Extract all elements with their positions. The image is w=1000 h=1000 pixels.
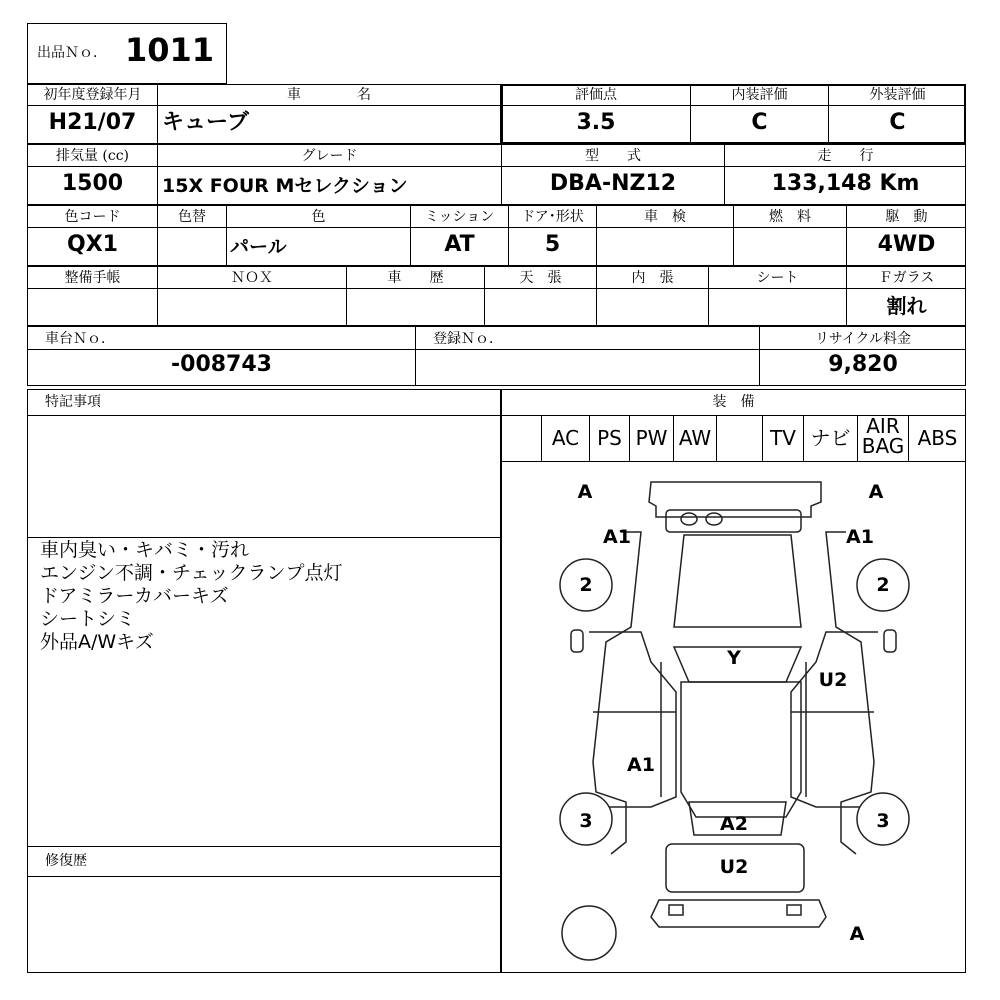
remarks-box [27,389,501,973]
color-value: パール [230,236,287,258]
mark-door-right: U2 [818,669,848,691]
equip-tv: TV [770,426,796,450]
equip-ps: PS [597,426,622,450]
mark-fender-right: A1 [846,526,874,548]
mission-value: AT [444,232,475,257]
mark-tire-fl: 2 [579,574,593,596]
inner-lining-label: 内 張 [631,270,674,286]
interior-grade-label: 内装評価 [731,87,788,103]
front-glass-label: Ｆガラス [878,270,935,286]
car-name-label: 車 名 [287,87,371,103]
lot-number-box [27,23,227,84]
roof-lining-label: 天 張 [519,270,562,286]
mark-windshield: Y [727,647,741,669]
registration-number-label: 登録Ｎｏ． [433,331,503,347]
maintenance-book-label: 整備手帳 [64,270,121,286]
mission-label: ミッション [424,209,495,225]
repair-history-label: 修復歴 [45,853,87,869]
mark-tire-rl: 3 [579,810,593,832]
door-shape-label: ドア･形状 [521,209,584,225]
remark-line: 車内臭い・キバミ・汚れ [40,539,250,561]
equip-airbag: AIR BAG [861,414,905,458]
color-code-value: QX1 [67,232,118,257]
inspection-label: 車 検 [644,209,686,225]
lot-number-label: 出品Ｎｏ． [37,45,107,61]
score-label: 評価点 [575,87,617,103]
recycle-fee-value: 9,820 [828,352,898,377]
lot-number-value: 1011 [125,31,215,69]
mark-rear-glass: A2 [720,813,748,835]
equipment-label: 装 備 [712,394,755,410]
exterior-grade-label: 外装評価 [869,87,926,103]
mark-door-left: A1 [627,754,655,776]
grade-value: 15X FOUR Mセレクション [162,175,408,197]
mark-fender-left: A1 [603,526,631,548]
mark-rear-right: A [849,923,865,945]
displacement-label: 排気量 (cc) [55,148,130,164]
model-label: 型 式 [585,148,641,164]
color-code-label: 色コード [64,209,121,225]
color-label: 色 [311,209,326,225]
registration-date-label: 初年度登録年月 [43,87,142,103]
mileage-value: 133,148 Km [771,171,920,196]
mark-front-right: A [868,481,884,503]
mark-hatch: U2 [719,856,749,878]
displacement-value: 1500 [61,171,124,196]
car-history-label: 車 歴 [387,270,444,286]
front-glass-value: 割れ [886,294,927,318]
door-shape-value: 5 [544,232,561,257]
remark-line: エンジン不調・チェックランプ点灯 [40,562,343,584]
drive-value: 4WD [877,232,936,257]
equip-ac: AC [551,426,580,450]
car-diagram [501,462,966,972]
car-name-value: キューブ [162,110,249,135]
interior-grade-value: C [751,110,768,135]
remark-line: ドアミラーカバーキズ [40,585,229,607]
remarks-label: 特記事項 [45,394,101,410]
chassis-number-value: -008743 [171,352,272,377]
registration-date-value: H21/07 [48,110,137,135]
equip-aw: AW [678,426,712,450]
mark-tire-rr: 3 [876,810,890,832]
remark-line: シートシミ [40,608,136,630]
nox-label: ＮＯＸ [231,270,273,286]
color-change-label: 色替 [178,209,206,225]
exterior-grade-value: C [889,110,906,135]
equip-pw: PW [635,426,668,450]
model-value: DBA-NZ12 [549,171,677,196]
mileage-label: 走 行 [817,148,874,164]
remarks-list [40,539,342,654]
equip-navi: ナビ [810,426,851,450]
equip-abs: ABS [917,426,958,450]
chassis-number-label: 車台Ｎｏ． [45,331,115,347]
mark-tire-fr: 2 [876,574,890,596]
grade-label: グレード [301,148,358,164]
seat-label: シート [756,270,799,286]
fuel-label: 燃 料 [769,209,811,225]
recycle-fee-label: リサイクル料金 [814,331,912,347]
remark-line: 外品A/Wキズ [40,631,154,653]
drive-label: 駆 動 [885,209,928,225]
mark-front-left: A [577,481,593,503]
score-value: 3.5 [576,110,616,135]
